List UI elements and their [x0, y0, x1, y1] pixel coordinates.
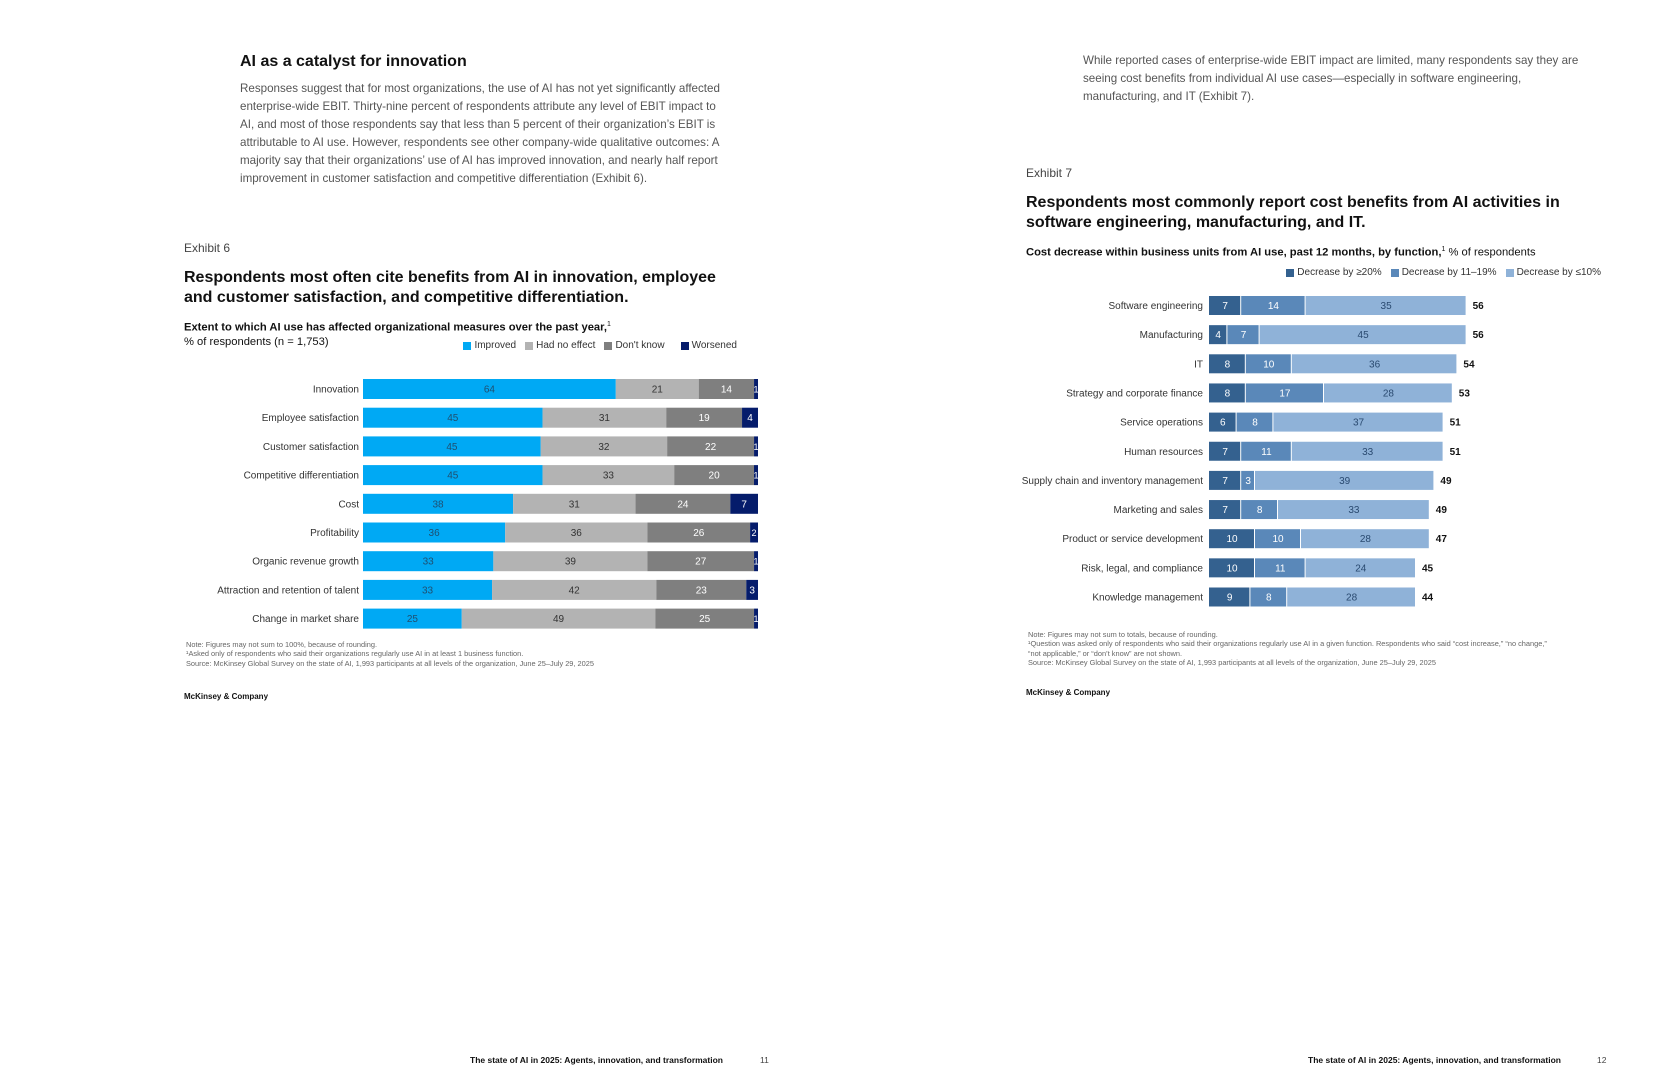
exhibit-7-chart — [900, 0, 1600, 640]
page-number-left: 11 — [760, 1055, 769, 1065]
exhibit-7-footnote-mark: 1 — [1441, 246, 1446, 253]
data-label-product-or-service-development-decrease-by-11-19: 10 — [1272, 534, 1284, 546]
data-label-customer-satisfaction-had-no-effect: 32 — [598, 441, 610, 453]
data-label-profitability-worsened: 2 — [751, 528, 757, 538]
data-label-software-engineering-decrease-by-10: 35 — [1380, 301, 1392, 312]
exhibit-6-title: Respondents most often cite benefits from AI in innovation, employee and customer satisfaction, and competitive differentiation. — [184, 269, 716, 306]
category-label-innovation: Innovation — [312, 384, 359, 396]
data-label-strategy-and-corporate-finance-decrease-by-20: 8 — [1224, 388, 1231, 400]
exhibit-7-subtitle-unit: % of respondents — [1445, 246, 1536, 259]
data-label-cost-improved: 38 — [432, 499, 444, 511]
data-label-manufacturing-decrease-by-10: 45 — [1357, 330, 1369, 342]
data-label-risk-legal-and-compliance-decrease-by-11-19: 11 — [1275, 563, 1286, 575]
category-label-change-in-market-share: Change in market share — [252, 614, 359, 626]
exhibit-7-footnote: ¹Question was asked only of respondents who said their organizations regularly use AI in a given function. Respondents who said “cost increase,” “no change,” — [1028, 639, 1547, 649]
intro-paragraph: While reported cases of enterprise-wide EBIT impact are limited, many respondents say they are seeing cost benefits from individual AI use cases—especially in software engineering, manufacturing, and IT (Exhibit 7). — [1083, 54, 1579, 103]
data-label-it-decrease-by-11-19: 10 — [1263, 359, 1275, 371]
category-label-software-engineering: Software engineering — [1108, 301, 1203, 312]
category-label-manufacturing: Manufacturing — [1139, 330, 1203, 342]
legend-label-improved: Improved — [474, 340, 517, 351]
legend-label-decrease-20: Decrease by ≥20% — [1297, 267, 1382, 278]
total-label-human-resources: 51 — [1449, 446, 1461, 458]
data-label-human-resources-decrease-by-10: 33 — [1362, 446, 1374, 458]
category-label-it: IT — [1194, 359, 1203, 371]
data-label-knowledge-management-decrease-by-10: 28 — [1346, 592, 1358, 604]
data-label-profitability-improved: 36 — [428, 528, 440, 539]
legend-label-worsened: Worsened — [691, 340, 737, 351]
exhibit-7-subtitle-main: Cost decrease within business units from AI use, past 12 months, by function, — [1026, 246, 1442, 259]
category-label-risk-legal-and-compliance: Risk, legal, and compliance — [1081, 563, 1203, 575]
category-label-competitive-differentiation: Competitive differentiation — [243, 470, 359, 482]
data-label-strategy-and-corporate-finance-decrease-by-11-19: 17 — [1279, 388, 1291, 400]
data-label-manufacturing-decrease-by-11-19: 7 — [1240, 330, 1247, 342]
category-label-knowledge-management: Knowledge management — [1092, 592, 1203, 604]
data-label-product-or-service-development-decrease-by-10: 28 — [1359, 534, 1371, 546]
data-label-employee-satisfaction-improved: 45 — [447, 413, 459, 425]
data-label-change-in-market-share-don-t-know: 25 — [699, 614, 711, 626]
data-label-it-decrease-by-20: 8 — [1224, 359, 1231, 371]
category-label-marketing-and-sales: Marketing and sales — [1113, 505, 1203, 517]
data-label-human-resources-decrease-by-20: 7 — [1222, 446, 1228, 458]
data-label-service-operations-decrease-by-10: 37 — [1352, 417, 1365, 429]
body-paragraph: Responses suggest that for most organizations, the use of AI has not yet significantly affected enterprise-wide EBIT. Thirty-nine percent of respondents attribute any level of EBIT impact to AI, and most of those respondents say that less than 5 percent of their organization’s EBIT is attributable to AI use. However, respondents see other company-wide qualitative outcomes: A majority say that their organizations’ use of AI has improved innovation, and nearly half report improvement in customer satisfaction and competitive differentiation (Exhibit 6). — [240, 82, 720, 185]
data-label-profitability-had-no-effect: 36 — [570, 528, 582, 539]
data-label-manufacturing-decrease-by-20: 4 — [1215, 330, 1221, 342]
data-label-supply-chain-and-inventory-management-decrease-by-20: 7 — [1222, 475, 1228, 487]
data-label-risk-legal-and-compliance-decrease-by-20: 10 — [1226, 563, 1238, 575]
data-label-attraction-and-retention-of-talent-had-no-effect: 42 — [568, 585, 580, 597]
data-label-marketing-and-sales-decrease-by-10: 33 — [1348, 505, 1360, 517]
data-label-risk-legal-and-compliance-decrease-by-10: 24 — [1355, 563, 1367, 575]
data-label-supply-chain-and-inventory-management-decrease-by-10: 39 — [1339, 475, 1351, 487]
total-label-supply-chain-and-inventory-management: 49 — [1440, 475, 1452, 487]
data-label-cost-don-t-know: 24 — [677, 499, 689, 511]
total-label-marketing-and-sales: 49 — [1435, 505, 1447, 517]
data-label-strategy-and-corporate-finance-decrease-by-10: 28 — [1382, 388, 1394, 400]
data-label-product-or-service-development-decrease-by-20: 10 — [1226, 534, 1238, 546]
brand-right: McKinsey & Company — [1026, 688, 1111, 697]
data-label-cost-had-no-effect: 31 — [568, 499, 580, 511]
category-label-supply-chain-and-inventory-management: Supply chain and inventory management — [1021, 475, 1203, 487]
exhibit-6-chart — [0, 0, 760, 640]
data-label-profitability-don-t-know: 26 — [693, 528, 705, 539]
data-label-human-resources-decrease-by-11-19: 11 — [1261, 446, 1272, 458]
exhibit-6-label: Exhibit 6 — [184, 241, 231, 255]
data-label-organic-revenue-growth-worsened: 1 — [753, 556, 759, 567]
legend-label-decrease-11-19: Decrease by 11–19% — [1401, 267, 1497, 278]
exhibit-7-title: Respondents most commonly report cost benefits from AI activities in software engineering, manufacturing, and IT. — [1026, 194, 1560, 231]
data-label-knowledge-management-decrease-by-20: 9 — [1226, 592, 1233, 604]
category-label-cost: Cost — [338, 499, 359, 511]
data-label-supply-chain-and-inventory-management-decrease-by-11-19: 3 — [1245, 475, 1251, 487]
data-label-change-in-market-share-improved: 25 — [406, 614, 418, 626]
data-label-knowledge-management-decrease-by-11-19: 8 — [1266, 592, 1272, 604]
exhibit-6-note: Note: Figures may not sum to 100%, because of rounding. — [186, 640, 378, 649]
legend-label-dont-know: Don't know — [615, 340, 665, 351]
data-label-attraction-and-retention-of-talent-don-t-know: 23 — [695, 585, 707, 597]
total-label-risk-legal-and-compliance: 45 — [1422, 563, 1434, 575]
total-label-it: 54 — [1463, 359, 1475, 371]
exhibit-7-footnote-cont: “not applicable,” or “don’t know” are not shown. — [1028, 648, 1183, 658]
footer-title-left: The state of AI in 2025: Agents, innovation, and transformation — [470, 1055, 723, 1065]
data-label-innovation-improved: 64 — [483, 384, 495, 396]
exhibit-6-footnote: ¹Asked only of respondents who said their organizations regularly use AI in at least 1 business function. — [186, 649, 524, 659]
category-label-attraction-and-retention-of-talent: Attraction and retention of talent — [217, 585, 359, 597]
exhibit-6-notes — [186, 640, 594, 668]
exhibit-7-notes — [1028, 630, 1547, 667]
data-label-employee-satisfaction-had-no-effect: 31 — [598, 413, 610, 425]
exhibit-7-source: Source: McKinsey Global Survey on the state of AI, 1,993 participants at all levels of the organization, June 25–July 29, 2025 — [1028, 657, 1436, 667]
legend-label-decrease-10: Decrease by ≤10% — [1516, 267, 1601, 278]
data-label-customer-satisfaction-worsened: 1 — [753, 441, 759, 452]
exhibit-6-subtitle-main: Extent to which AI use has affected organizational measures over the past year, — [184, 321, 607, 334]
data-label-customer-satisfaction-improved: 45 — [446, 441, 458, 453]
data-label-innovation-don-t-know: 14 — [720, 384, 732, 396]
data-label-innovation-had-no-effect: 21 — [651, 384, 663, 396]
footer-title-right: The state of AI in 2025: Agents, innovation, and transformation — [1308, 1055, 1561, 1065]
category-label-organic-revenue-growth: Organic revenue growth — [252, 556, 359, 568]
data-label-service-operations-decrease-by-11-19: 8 — [1252, 417, 1258, 429]
data-label-software-engineering-decrease-by-11-19: 14 — [1267, 301, 1279, 312]
data-label-competitive-differentiation-had-no-effect: 33 — [602, 470, 614, 482]
category-label-strategy-and-corporate-finance: Strategy and corporate finance — [1066, 388, 1203, 400]
data-label-change-in-market-share-worsened: 1 — [753, 614, 759, 625]
data-label-innovation-worsened: 1 — [753, 384, 759, 395]
total-label-manufacturing: 56 — [1472, 330, 1484, 342]
exhibit-7-label: Exhibit 7 — [1026, 166, 1073, 180]
data-label-change-in-market-share-had-no-effect: 49 — [552, 614, 565, 626]
total-label-strategy-and-corporate-finance: 53 — [1458, 388, 1470, 400]
category-label-product-or-service-development: Product or service development — [1062, 534, 1203, 546]
category-label-profitability: Profitability — [310, 528, 359, 539]
data-label-employee-satisfaction-don-t-know: 19 — [698, 413, 710, 425]
data-label-competitive-differentiation-improved: 45 — [447, 470, 459, 482]
total-label-knowledge-management: 44 — [1422, 592, 1434, 604]
legend-label-no-effect: Had no effect — [536, 340, 596, 351]
data-label-competitive-differentiation-worsened: 1 — [753, 470, 759, 481]
data-label-it-decrease-by-10: 36 — [1369, 359, 1381, 371]
data-label-competitive-differentiation-don-t-know: 20 — [708, 470, 720, 482]
category-label-human-resources: Human resources — [1124, 446, 1203, 458]
category-label-employee-satisfaction: Employee satisfaction — [261, 413, 359, 425]
section-title: AI as a catalyst for innovation — [240, 53, 467, 70]
data-label-marketing-and-sales-decrease-by-11-19: 8 — [1256, 505, 1263, 517]
category-label-service-operations: Service operations — [1120, 417, 1203, 429]
data-label-customer-satisfaction-don-t-know: 22 — [705, 441, 717, 453]
data-label-attraction-and-retention-of-talent-improved: 33 — [421, 585, 434, 597]
exhibit-6-footnote-mark: 1 — [606, 321, 611, 328]
page-number-right: 12 — [1597, 1055, 1607, 1065]
data-label-attraction-and-retention-of-talent-worsened: 3 — [749, 585, 755, 597]
total-label-software-engineering: 56 — [1472, 301, 1484, 312]
total-label-product-or-service-development: 47 — [1435, 534, 1447, 546]
total-label-service-operations: 51 — [1449, 417, 1461, 429]
data-label-software-engineering-decrease-by-20: 7 — [1222, 301, 1228, 312]
exhibit-6-source: Source: McKinsey Global Survey on the state of AI, 1,993 participants at all levels of the organization, June 25–July 29, 2025 — [186, 658, 594, 668]
category-label-customer-satisfaction: Customer satisfaction — [262, 441, 359, 453]
data-label-cost-worsened: 7 — [741, 499, 747, 511]
data-label-organic-revenue-growth-don-t-know: 27 — [695, 556, 707, 568]
brand-left: McKinsey & Company — [184, 692, 269, 701]
data-label-marketing-and-sales-decrease-by-20: 7 — [1222, 505, 1228, 517]
data-label-employee-satisfaction-worsened: 4 — [747, 413, 753, 425]
data-label-organic-revenue-growth-had-no-effect: 39 — [564, 556, 576, 568]
exhibit-7-note: Note: Figures may not sum to totals, because of rounding. — [1028, 630, 1218, 639]
data-label-service-operations-decrease-by-20: 6 — [1220, 417, 1226, 429]
exhibit-6-subtitle-2: % of respondents (n = 1,753) — [184, 336, 329, 348]
data-label-organic-revenue-growth-improved: 33 — [422, 556, 434, 568]
